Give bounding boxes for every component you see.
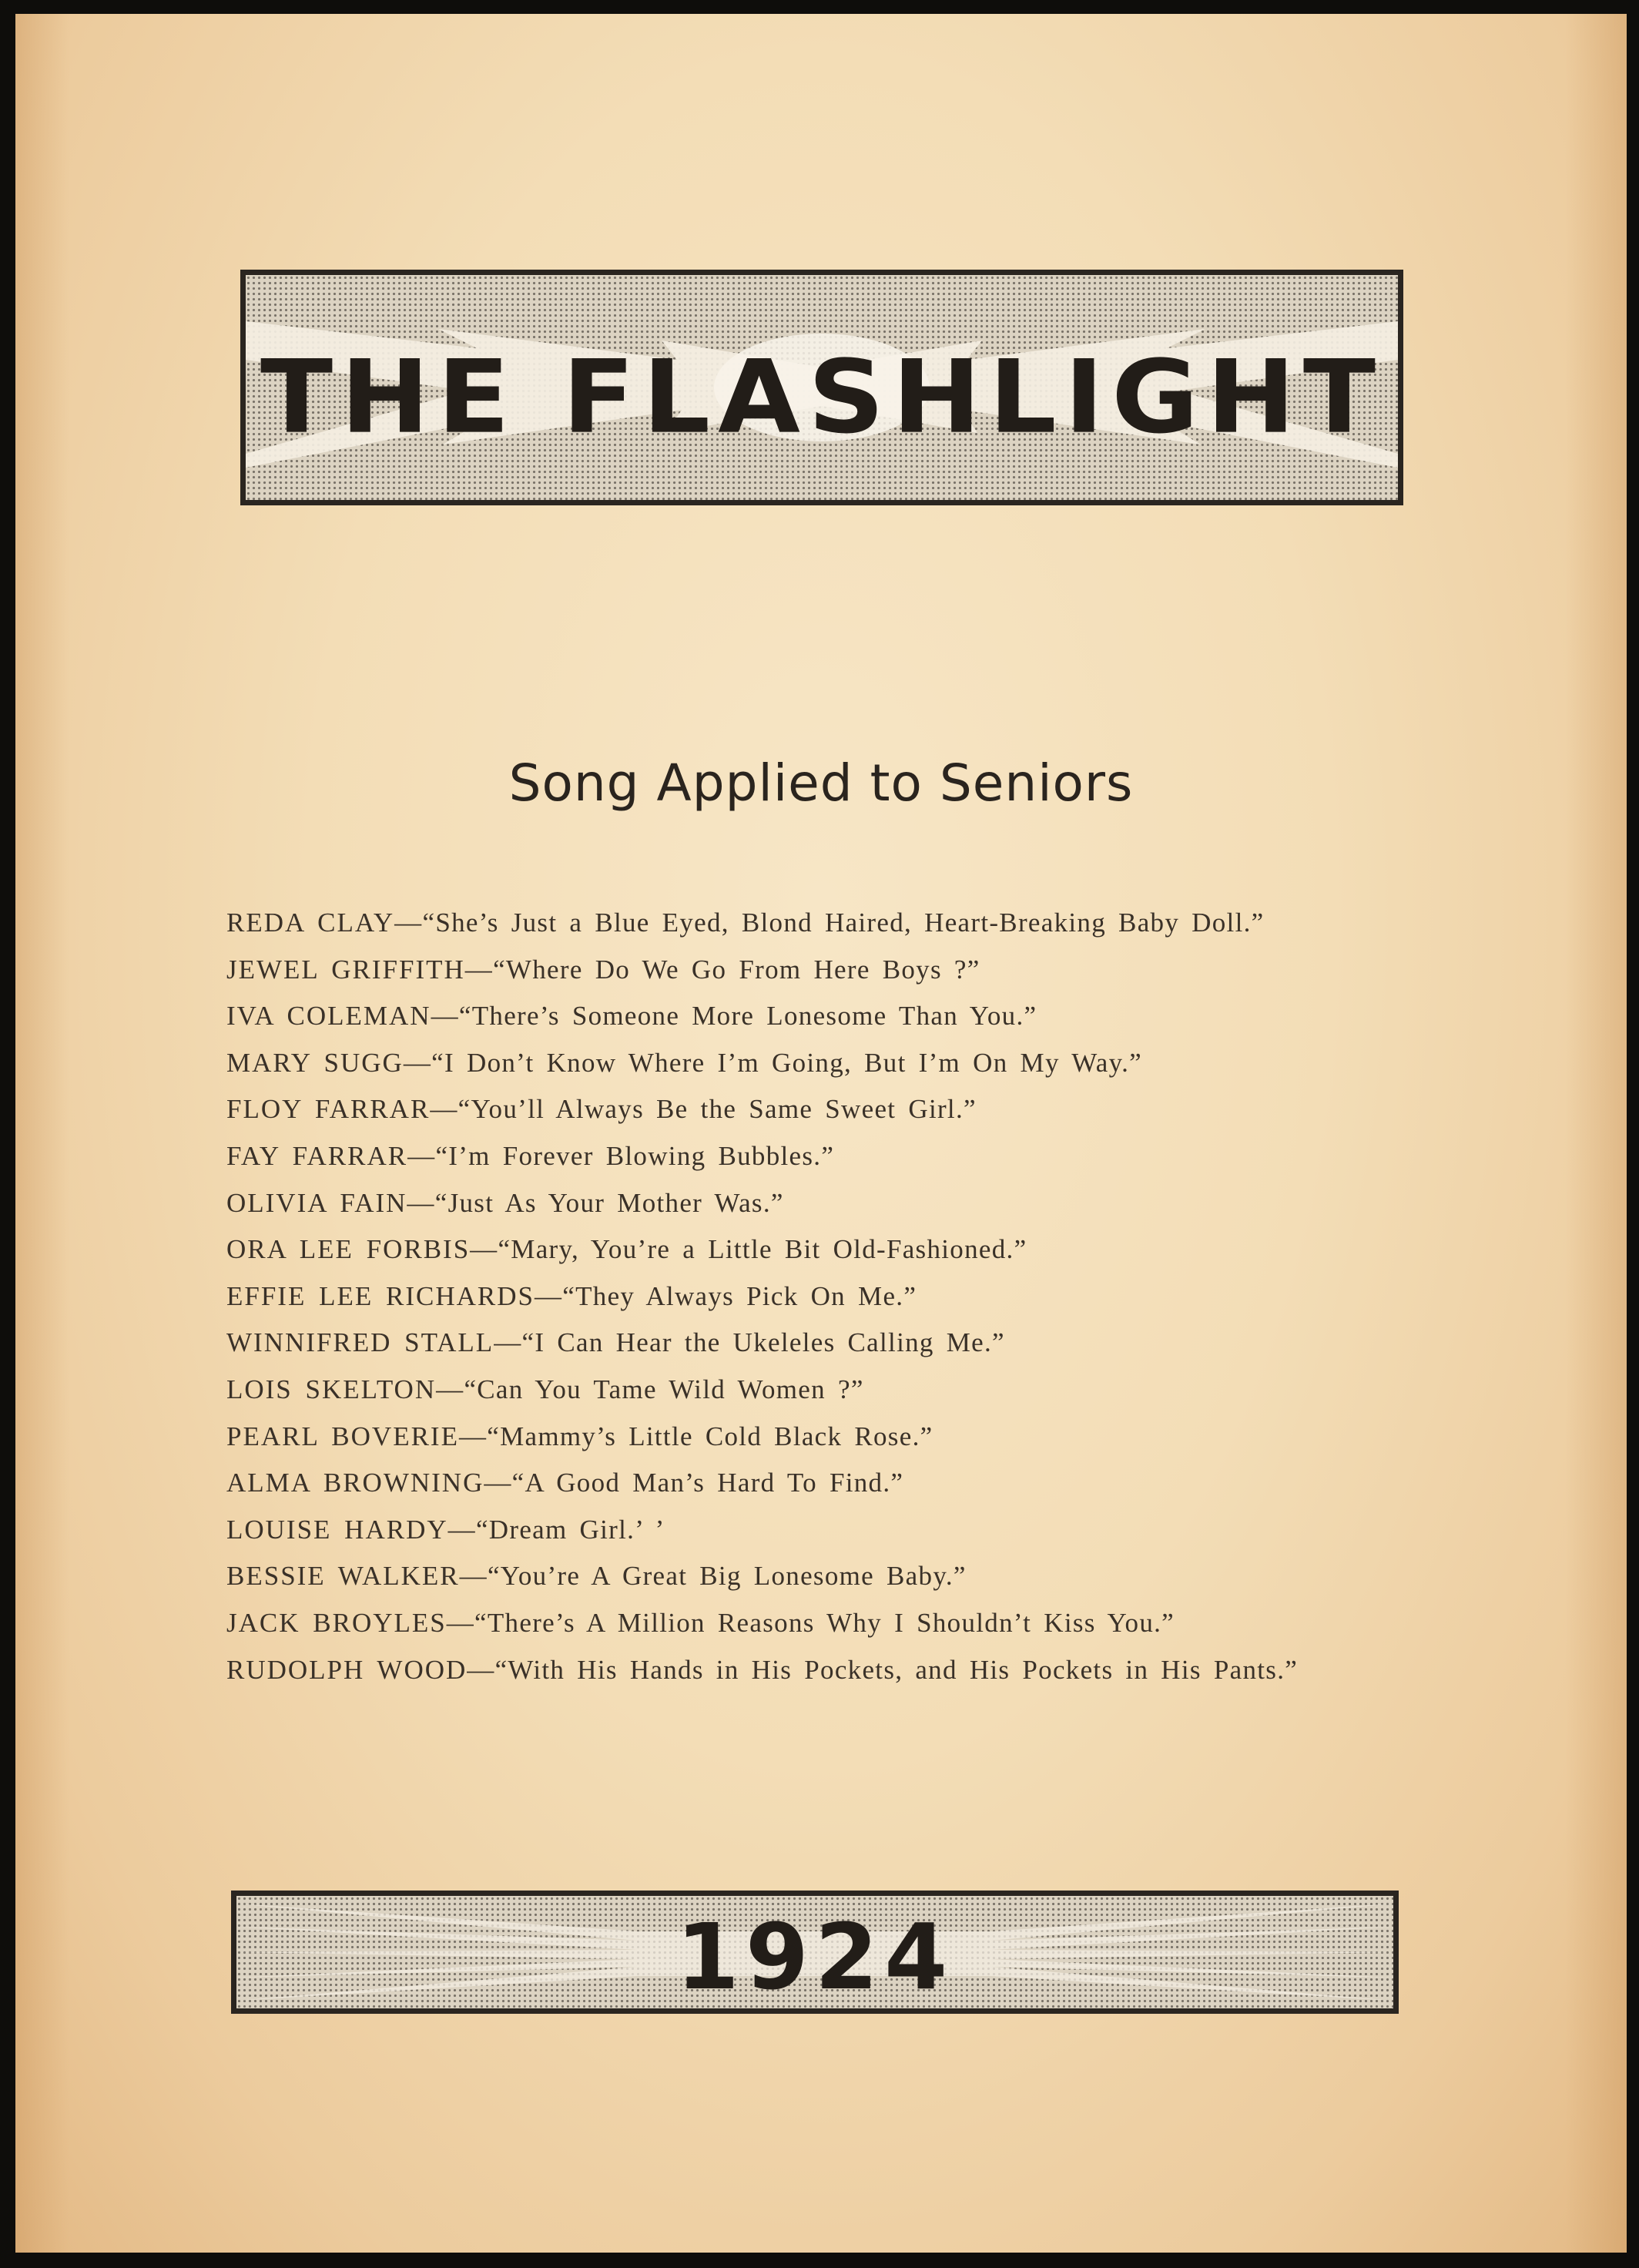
separator: — [464,954,494,985]
senior-name: IVA COLEMAN [226,1001,431,1032]
senior-name: ORA LEE FORBIS [226,1234,471,1265]
list-item [226,1273,1459,1320]
separator: — [467,1654,495,1685]
list-item [226,947,1459,994]
senior-name: RUDOLPH WOOD [226,1654,468,1685]
list-item [226,993,1459,1040]
song-title: “With His Hands in His Pockets, and His Pockets in His Pants.” [494,1654,1299,1685]
separator: — [459,1561,488,1592]
senior-name: FLOY FARRAR [226,1094,431,1125]
separator: — [534,1280,563,1311]
separator: — [494,1327,522,1358]
senior-name: ALMA BROWNING [226,1468,484,1498]
year-label: 1924 [675,1904,954,2010]
song-title: “You’re A Great Big Lonesome Baby.” [487,1561,967,1592]
list-item [226,1647,1459,1694]
song-title: “They Always Pick On Me.” [562,1280,917,1311]
senior-name: LOUISE HARDY [226,1514,448,1545]
list-item [226,1086,1459,1133]
senior-name: PEARL BOVERIE [226,1421,459,1451]
song-title: “Can You Tame Wild Women ?” [464,1374,864,1404]
song-title: “A Good Man’s Hard To Find.” [511,1468,904,1498]
separator: — [484,1468,512,1498]
list-item [226,1226,1459,1273]
list-item [226,1414,1459,1461]
separator: — [458,1421,488,1451]
senior-name: BESSIE WALKER [226,1561,460,1592]
song-title: “Where Do We Go From Here Boys ?” [493,954,980,985]
separator: — [431,1001,459,1032]
list-item [226,1320,1459,1367]
song-title: “I Can Hear the Ukeleles Calling Me.” [521,1327,1005,1358]
list-item [226,1180,1459,1227]
senior-name: JEWEL GRIFFITH [226,954,465,985]
yearbook-page [15,14,1627,2253]
song-title: “Just As Your Mother Was.” [434,1187,784,1218]
separator: — [407,1140,436,1171]
song-title: “There’s Someone More Lonesome Than You.” [458,1001,1037,1032]
list-item [226,1507,1459,1554]
separator: — [394,908,423,938]
list-item [226,1600,1459,1647]
list-item [226,1367,1459,1414]
page-heading: Song Applied to Seniors [508,753,1134,813]
separator: — [447,1514,476,1545]
separator: — [403,1047,432,1078]
song-title: “She’s Just a Blue Eyed, Blond Haired, Heart-Breaking Baby Doll.” [422,908,1265,938]
song-title: “Mammy’s Little Cold Black Rose.” [487,1421,933,1451]
song-title: “Mary, You’re a Little Bit Old-Fashioned.” [498,1234,1027,1265]
separator: — [470,1234,498,1265]
senior-name: FAY FARRAR [226,1140,408,1171]
separator: — [436,1374,464,1404]
separator: — [407,1187,435,1218]
separator: — [430,1094,458,1125]
senior-name: REDA CLAY [226,908,395,938]
list-item [226,1460,1459,1507]
song-title: “You’ll Always Be the Same Sweet Girl.” [458,1094,977,1125]
song-title: “I’m Forever Blowing Bubbles.” [435,1140,835,1171]
list-item [226,1133,1459,1180]
senior-name: EFFIE LEE RICHARDS [226,1280,535,1311]
senior-name: WINNIFRED STALL [226,1327,494,1358]
list-item [226,1553,1459,1600]
song-list [226,900,1459,1693]
list-item [226,900,1459,947]
masthead-banner [240,270,1403,505]
senior-name: JACK BROYLES [226,1607,447,1638]
senior-name: LOIS SKELTON [226,1374,437,1404]
song-title: “I Don’t Know Where I’m Going, But I’m On My Way.” [431,1047,1142,1078]
masthead-title: THE FLASHLIGHT [260,338,1383,456]
song-title: “Dream Girl.’ ’ [475,1514,665,1545]
song-title: “There’s A Million Reasons Why I Shouldn’t Kiss You.” [474,1607,1175,1638]
year-banner [231,1891,1399,2014]
senior-name: OLIVIA FAIN [226,1187,407,1218]
separator: — [446,1607,475,1638]
list-item [226,1040,1459,1087]
senior-name: MARY SUGG [226,1047,404,1078]
